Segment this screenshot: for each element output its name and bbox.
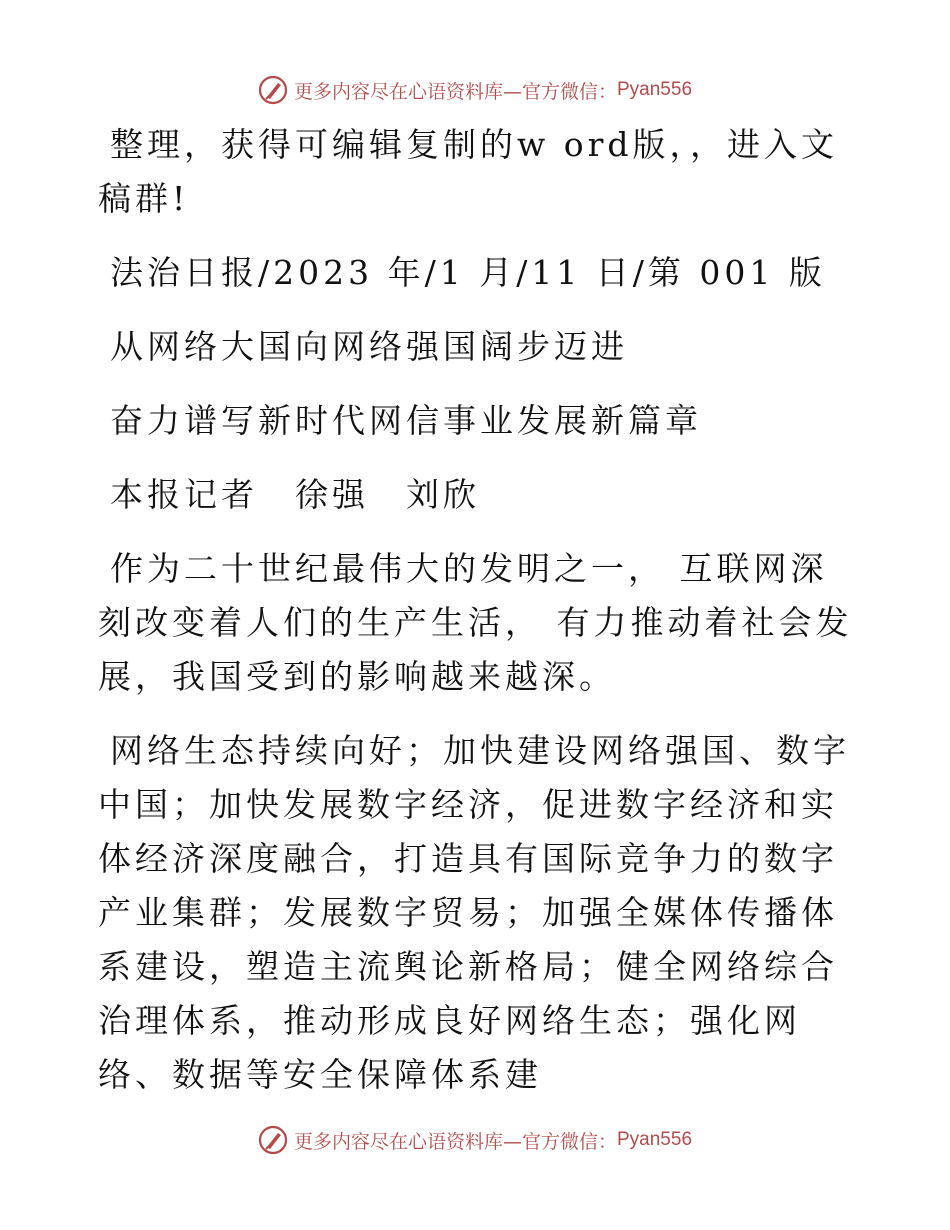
header-watermark: [0, 70, 950, 110]
byline: 本报记者 徐强 刘欣: [110, 475, 480, 514]
body-paragraph-1: 作为二十世纪最伟大的发明之一， 互联网深刻改变着人们的生产生活， 有力推动着社会发展，我国受到的影响越来越深。: [98, 549, 853, 696]
headline: 从网络大国向网络强国阔步迈进: [110, 327, 628, 366]
quill-pen-icon: [258, 1125, 288, 1155]
footer-watermark: [0, 1120, 950, 1160]
quill-pen-icon: [258, 75, 288, 105]
intro-paragraph: 整理，获得可编辑复制的w ord版，，进入文稿群!: [98, 125, 839, 218]
document-body: [98, 118, 858, 1102]
watermark-text: 更多内容尽在心语资料库—官方微信：: [293, 80, 617, 103]
body-paragraph-2: 网络生态持续向好；加快建设网络强国、数字中国；加快发展数字经济，促进数字经济和实体经济深度融合，打造具有国际竞争力的数字产业集群；发展数字贸易；加强全媒体传播体系建设，塑造主流舆论新格局；健全网络综合治理体系，推动形成良好网络生态；强化网络、数据等安全保障体系建: [98, 731, 850, 1094]
watermark-id: Pyan556: [617, 79, 693, 100]
source-line: 法治日报/2023 年/1 月/11 日/第 001 版: [110, 253, 826, 292]
watermark-text: 更多内容尽在心语资料库—官方微信：: [293, 1130, 617, 1153]
watermark-id: Pyan556: [617, 1129, 693, 1150]
subheadline: 奋力谱写新时代网信事业发展新篇章: [110, 401, 702, 440]
